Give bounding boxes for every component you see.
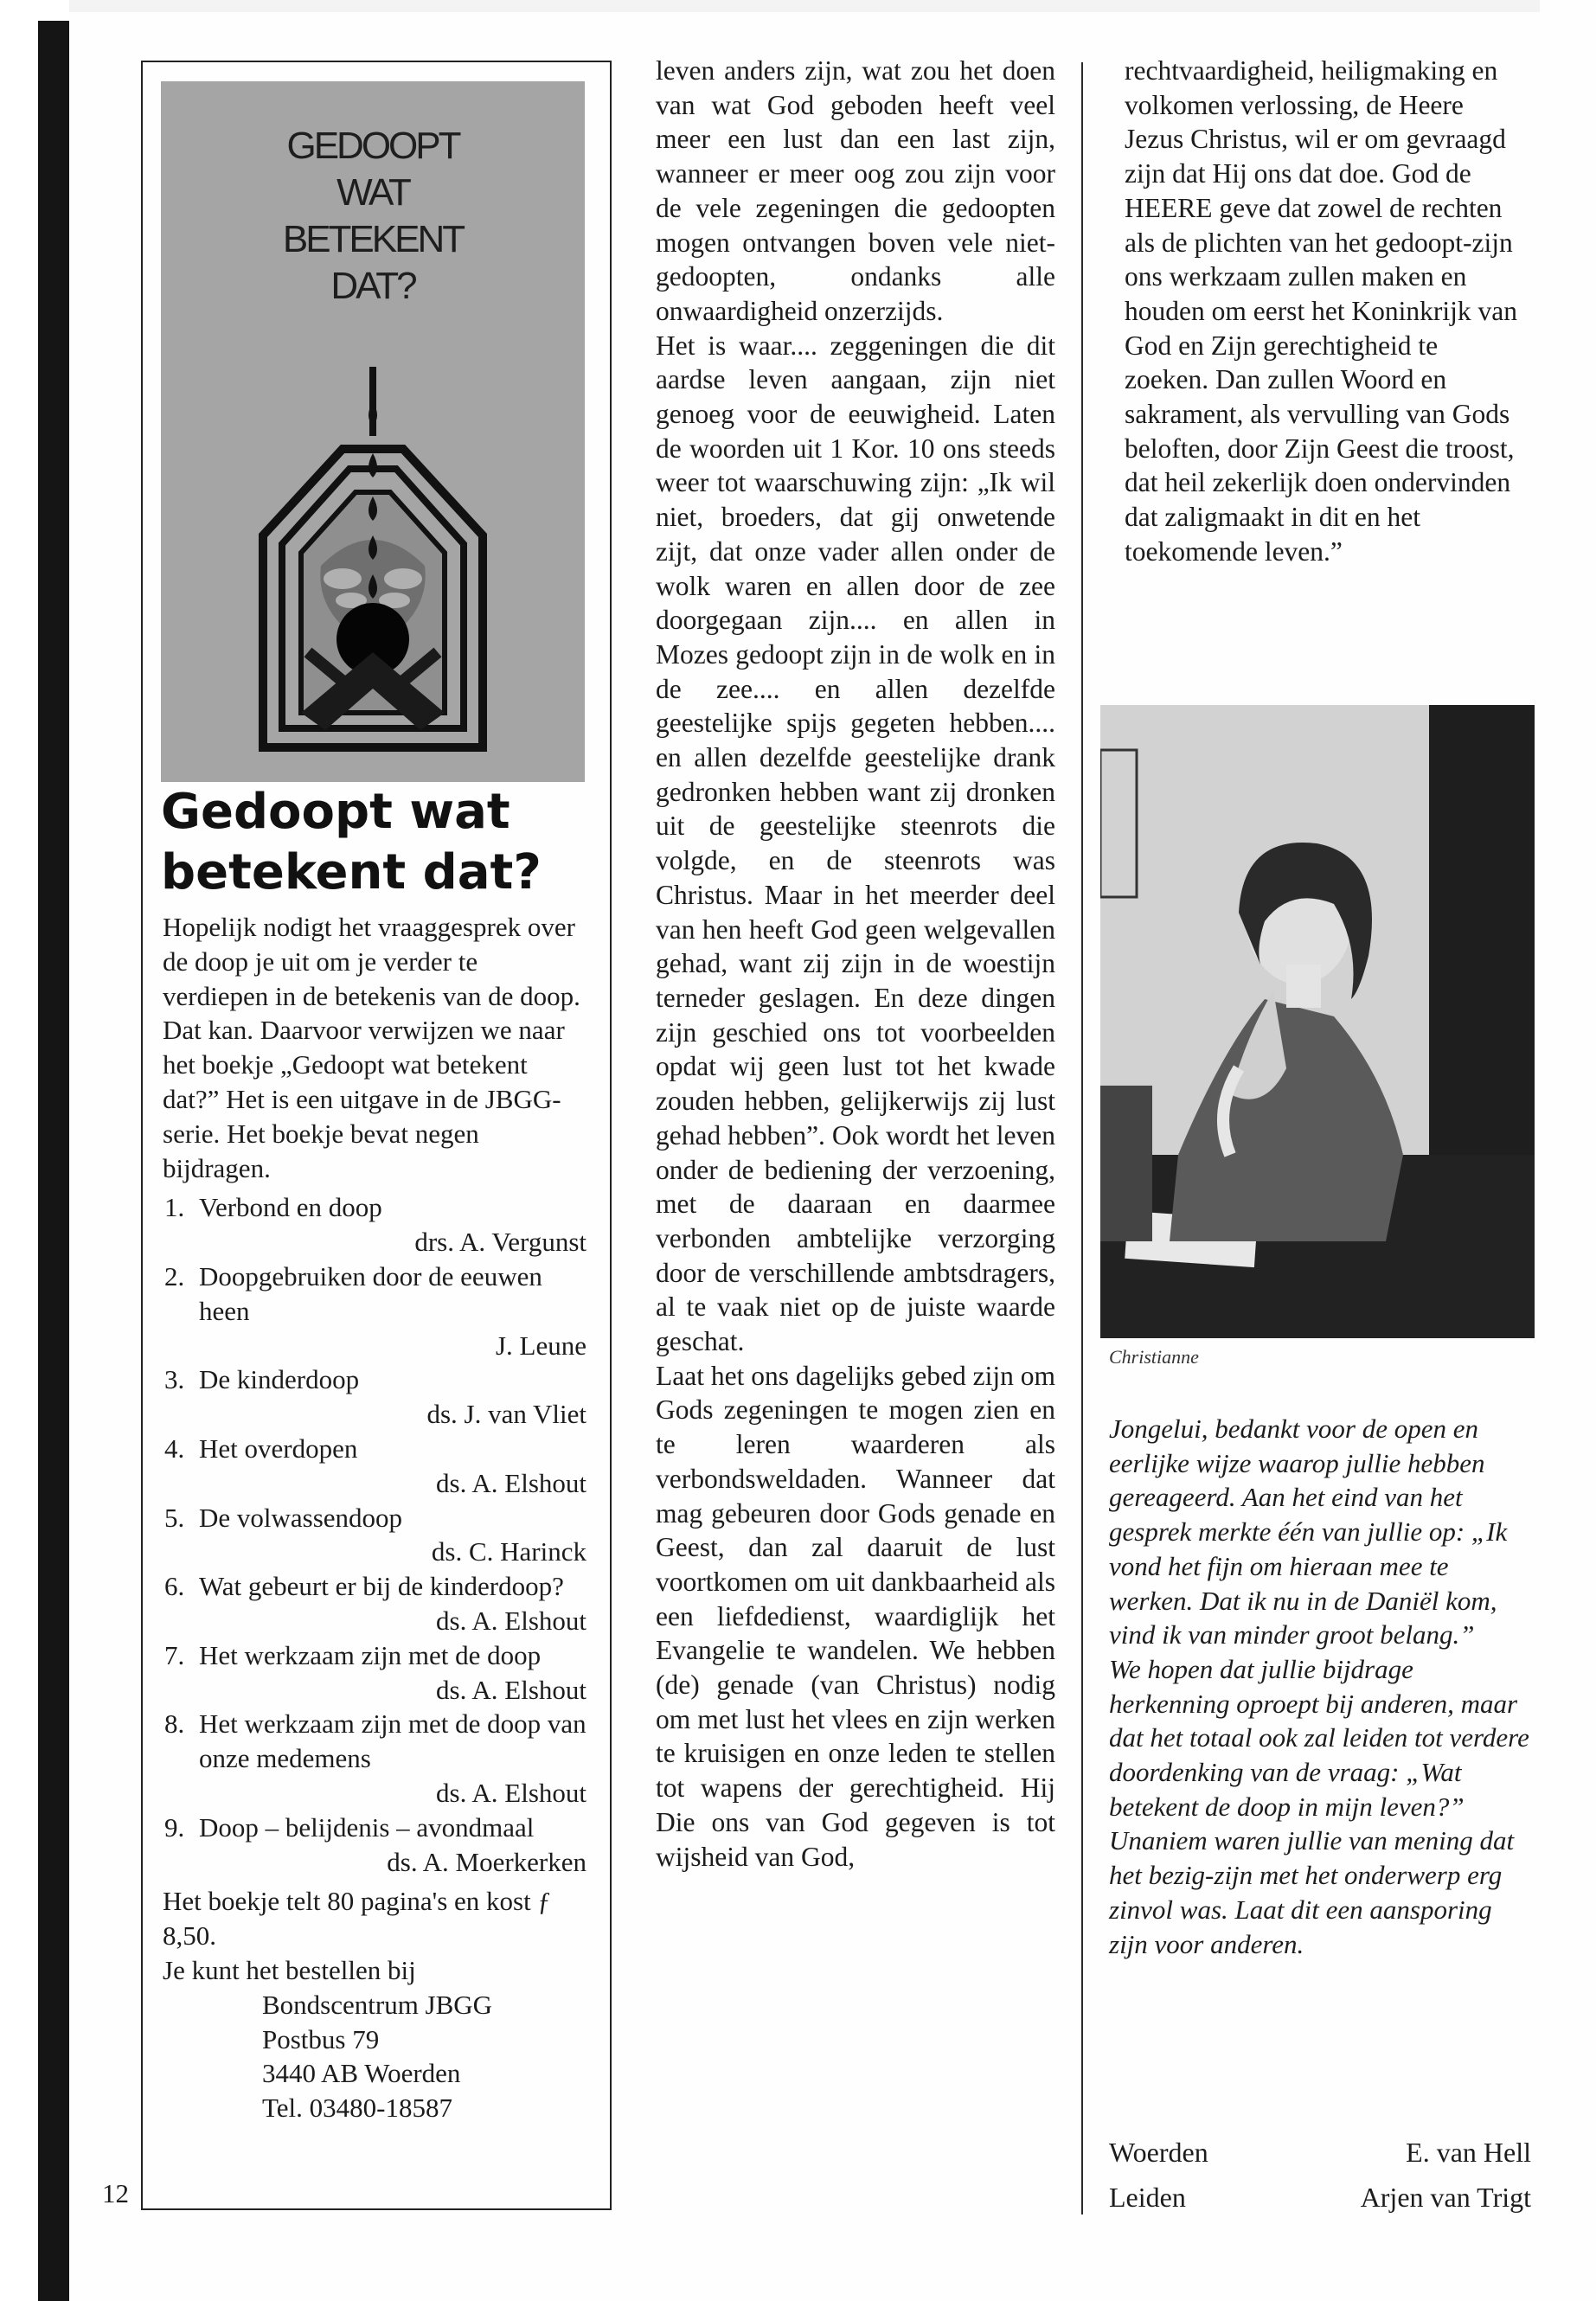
item-number: 4.: [164, 1433, 185, 1464]
list-item: [163, 1259, 586, 1362]
item-author: ds. A. Elshout: [436, 1777, 586, 1808]
list-item: [163, 1811, 586, 1880]
list-item: [163, 1501, 586, 1570]
item-author: ds. A. Elshout: [436, 1674, 586, 1705]
cover-line: WAT: [337, 171, 409, 214]
baptism-emblem-icon: [256, 367, 490, 756]
portrait-photo: [1100, 705, 1535, 1338]
signature-row: [1109, 2137, 1531, 2169]
item-number: 6.: [164, 1571, 185, 1602]
item-title: Wat gebeurt er bij de kinderdoop?: [199, 1571, 564, 1602]
paragraph: Jongelui, bedankt voor de open en eerlijke wijze waarop jullie hebben gereageerd. Aan het eind van het gesprek merkte één van jullie op: „Ik vond het fijn om hieraan mee te werken. Dat ik nu in de Daniël kom, vind ik van minder groot belang.”: [1109, 1413, 1508, 1650]
pages-price: Het boekje telt 80 pagina's en kost ƒ 8,50.: [163, 1886, 551, 1952]
item-number: 7.: [164, 1639, 185, 1670]
item-title: Het overdopen: [199, 1433, 358, 1464]
item-title: Het werkzaam zijn met de doop van onze medemens: [199, 1708, 586, 1774]
address-line: Postbus 79: [262, 2023, 380, 2054]
top-band: [69, 0, 1540, 12]
list-item: [163, 1362, 586, 1432]
contributions-list: [163, 1190, 586, 1879]
article-column-middle: [656, 54, 1055, 1874]
paragraph: We hopen dat jullie bijdrage herkenning oproept bij anderen, maar dat het totaal ook zal leiden tot verdere doordenking van de vraag: „Wat betekent de doop in mijn leven?”: [1109, 1653, 1529, 1822]
item-number: 2.: [164, 1260, 185, 1292]
paragraph: Unaniem waren jullie van mening dat het bezig-zijn met het onderwerp erg zinvol was. Laat dit een aansporing zijn voor anderen.: [1109, 1825, 1515, 1959]
signature-row: [1109, 2182, 1531, 2214]
paragraph: leven anders zijn, wat zou het doen van wat God geboden heeft veel meer een lust dan een last zijn, wanneer er meer oog zou zijn voor de vele zegeningen die gedoopten mogen ontvangen boven vele niet-gedoopten, ondanks alle onwaardigheid onzerzijds.: [656, 55, 1055, 326]
item-title: Doop – belijdenis – avondmaal: [199, 1811, 535, 1843]
item-number: 9.: [164, 1811, 185, 1843]
cover-title: [161, 123, 585, 310]
item-title: Verbond en doop: [199, 1192, 382, 1223]
item-author: ds. C. Harinck: [431, 1536, 586, 1567]
order-address: [163, 1988, 586, 2125]
cover-line: GEDOOPT: [286, 125, 459, 167]
item-number: 5.: [164, 1502, 185, 1533]
paragraph: rechtvaardigheid, heiligmaking en volkomen verlossing, de Heere Jezus Christus, wil er om gevraagd zijn dat Hij ons dat doe. God de HEERE geve dat zowel de rechten als de plichten van het gedoopt-zijn ons werkzaam zullen maken en houden om eerst het Koninkrijk van God en Zijn gerechtigheid te zoeken. Dan zullen Woord en sakrament, als vervulling van Gods beloften, door Zijn Geest die troost, dat heil zekerlijk doen ondervinden dat zaligmaakt in dit en het toekomende leven.”: [1125, 55, 1518, 567]
book-promo-text: [163, 910, 586, 2125]
photo-caption: Christianne: [1109, 1346, 1199, 1368]
signature-name: E. van Hell: [1406, 2137, 1531, 2168]
item-author: J. Leune: [495, 1330, 586, 1361]
item-title: De kinderdoop: [199, 1364, 360, 1395]
article-column-right: [1125, 54, 1522, 569]
list-item: [163, 1638, 586, 1708]
item-number: 3.: [164, 1364, 185, 1395]
item-author: ds. A. Elshout: [436, 1467, 586, 1498]
item-number: 1.: [164, 1192, 185, 1223]
list-item: [163, 1190, 586, 1259]
intro-paragraph: Hopelijk nodigt het vraaggesprek over de doop je uit om je verder te verdiepen in de betekenis van de doop. Dat kan. Daarvoor verwijzen we naar het boekje „Gedoopt wat betekent dat?” Het is een uitgave in de JBGG-serie. Het boekje bevat negen bijdragen.: [163, 912, 580, 1183]
signature-name: Arjen van Trigt: [1360, 2182, 1531, 2213]
address-line: Bondscentrum JBGG: [262, 1989, 493, 2020]
item-author: ds. A. Elshout: [436, 1605, 586, 1636]
closing-remarks: [1109, 1412, 1533, 1961]
signature-place: Woerden: [1109, 2137, 1208, 2168]
item-title: Het werkzaam zijn met de doop: [199, 1639, 542, 1670]
signature-place: Leiden: [1109, 2182, 1186, 2213]
paragraph: Laat het ons dagelijks gebed zijn om Gods zegeningen te mogen zien en te leren waarderen als verbondsweldaden. Wanneer dat mag gebeuren door Gods genade en Geest, dan zal daaruit de lust voortkomen om uit dankbaarheid als een liefdedienst, waardiglijk het Evangelie te wandelen. We hebben (de) genade (van Christus) nodig om met lust het vlees en zijn werken te kruisigen en onze leden te stellen tot wapens der gerechtigheid. Hij Die ons van God gegeven is tot wijsheid van God,: [656, 1360, 1055, 1872]
list-item: [163, 1569, 586, 1638]
cover-line: DAT?: [330, 265, 415, 307]
book-cover: [161, 81, 585, 782]
item-number: 8.: [164, 1708, 185, 1740]
article-headline: Gedoopt wat betekent dat?: [161, 784, 542, 901]
cover-line: BETEKENT: [282, 218, 464, 260]
order-line: Je kunt het bestellen bij: [163, 1954, 416, 1985]
item-title: De volwassendoop: [199, 1502, 403, 1533]
item-author: drs. A. Vergunst: [414, 1227, 586, 1258]
binding-edge: [38, 21, 69, 2301]
item-author: ds. A. Moerkerken: [387, 1846, 586, 1877]
list-item: [163, 1707, 586, 1810]
item-title: Doopgebruiken door de eeuwen heen: [199, 1260, 542, 1326]
photo-illustration: [1100, 705, 1535, 1338]
column-divider: [1081, 62, 1083, 2214]
item-author: ds. J. van Vliet: [426, 1399, 586, 1430]
address-line: 3440 AB Woerden: [262, 2058, 461, 2089]
address-line: Tel. 03480-18587: [262, 2093, 452, 2124]
list-item: [163, 1432, 586, 1501]
page-number: 12: [102, 2178, 129, 2208]
paragraph: Het is waar.... zeggeningen die dit aardse leven aangaan, zijn niet genoeg voor de eeuwigheid. Laten de woorden uit 1 Kor. 10 ons steeds weer tot waarschuwing zijn: „Ik wil niet, broeders, dat gij onwetende zijt, dat onze vader allen onder de wolk waren en allen door de zee doorgegaan zijn.... en allen in Mozes gedoopt zijn in de wolk en in de zee.... en allen dezelfde geestelijke spijs gegeten hebben.... en allen dezelfde geestelijke drank gedronken hebben want zij dronken uit de geestelijke steenrots die volgde, en de steenrots was Christus. Maar in het meerder deel van hen heeft God geen welgevallen gehad, want zij zijn in de woestijn terneder geslagen. En deze dingen zijn geschied ons tot voorbeelden opdat wij geen lust tot het kwade zouden hebben, gelijkerwijs zij lust gehad hebben”. Ook wordt het leven onder de bediening der verzoening, met de daaraan en daarmee verbonden ambtelijke verzorging door de verschillende ambtsdragers, al te vaak niet op de juiste waarde geschat.: [656, 330, 1055, 1357]
